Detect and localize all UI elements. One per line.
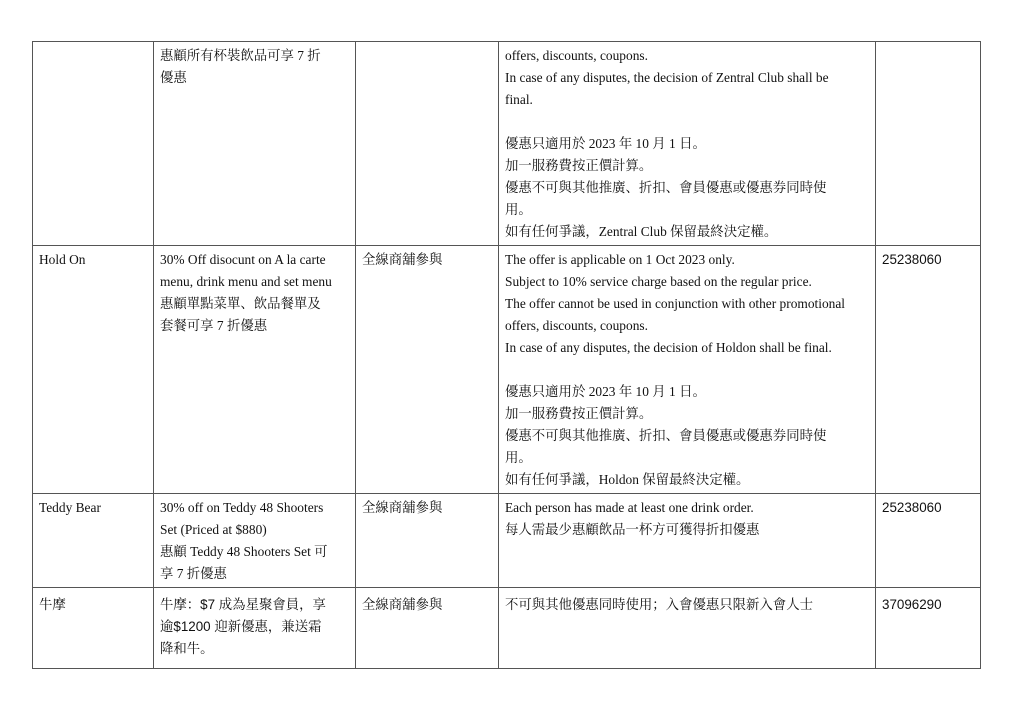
terms-cell: The offer is applicable on 1 Oct 2023 only. Subject to 10% service charge based on the regular price. The offer cannot be used in conjunction with other promotional offers, discounts, coupons. In case of any disputes, the decision of Holdon shall be final. 優惠只適用於 2023 年 10 月 1 日。 加一服務費按正價計算。 優惠不可與其他推廣、折扣、會員優惠或優惠券同時使 用。 如有任何爭議，Holdon 保留最終決定權。 xyxy=(499,246,876,494)
merchant-cell: 牛摩 xyxy=(33,588,154,669)
offer-cell: 30% off on Teddy 48 Shooters Set (Priced at $880) 惠顧 Teddy 48 Shooters Set 可 享 7 折優惠 xyxy=(154,494,356,588)
table-row xyxy=(33,246,981,494)
terms-cell: 不可與其他優惠同時使用；入會優惠只限新入會人士 xyxy=(499,588,876,669)
offer-cell: 牛摩：$7 成為星聚會員，享 逾$1200 迎新優惠，兼送霜 降和牛。 xyxy=(154,588,356,669)
offers-table xyxy=(32,41,981,669)
participation-cell: 全線商舖參與 xyxy=(356,588,499,669)
terms-cell: offers, discounts, coupons. In case of any disputes, the decision of Zentral Club shall be final. 優惠只適用於 2023 年 10 月 1 日。 加一服務費按正價計算。 優惠不可與其他推廣、折扣、會員優惠或優惠券同時使 用。 如有任何爭議，Zentral Club 保留最終決定權。 xyxy=(499,42,876,246)
terms-cell: Each person has made at least one drink order. 每人需最少惠顧飲品一杯方可獲得折扣優惠 xyxy=(499,494,876,588)
table-row xyxy=(33,588,981,669)
phone-cell: 25238060 xyxy=(876,494,981,588)
participation-cell: 全線商舖參與 xyxy=(356,494,499,588)
phone-cell: 37096290 xyxy=(876,588,981,669)
phone-cell: 25238060 xyxy=(876,246,981,494)
merchant-cell: Teddy Bear xyxy=(33,494,154,588)
participation-cell xyxy=(356,42,499,246)
participation-cell: 全線商舖參與 xyxy=(356,246,499,494)
offer-cell: 惠顧所有杯裝飲品可享 7 折 優惠 xyxy=(154,42,356,246)
merchant-cell xyxy=(33,42,154,246)
merchant-cell: Hold On xyxy=(33,246,154,494)
table-row xyxy=(33,42,981,246)
phone-cell xyxy=(876,42,981,246)
table-row xyxy=(33,494,981,588)
offer-cell: 30% Off disocunt on A la carte menu, drink menu and set menu 惠顧單點菜單、飲品餐單及 套餐可享 7 折優惠 xyxy=(154,246,356,494)
